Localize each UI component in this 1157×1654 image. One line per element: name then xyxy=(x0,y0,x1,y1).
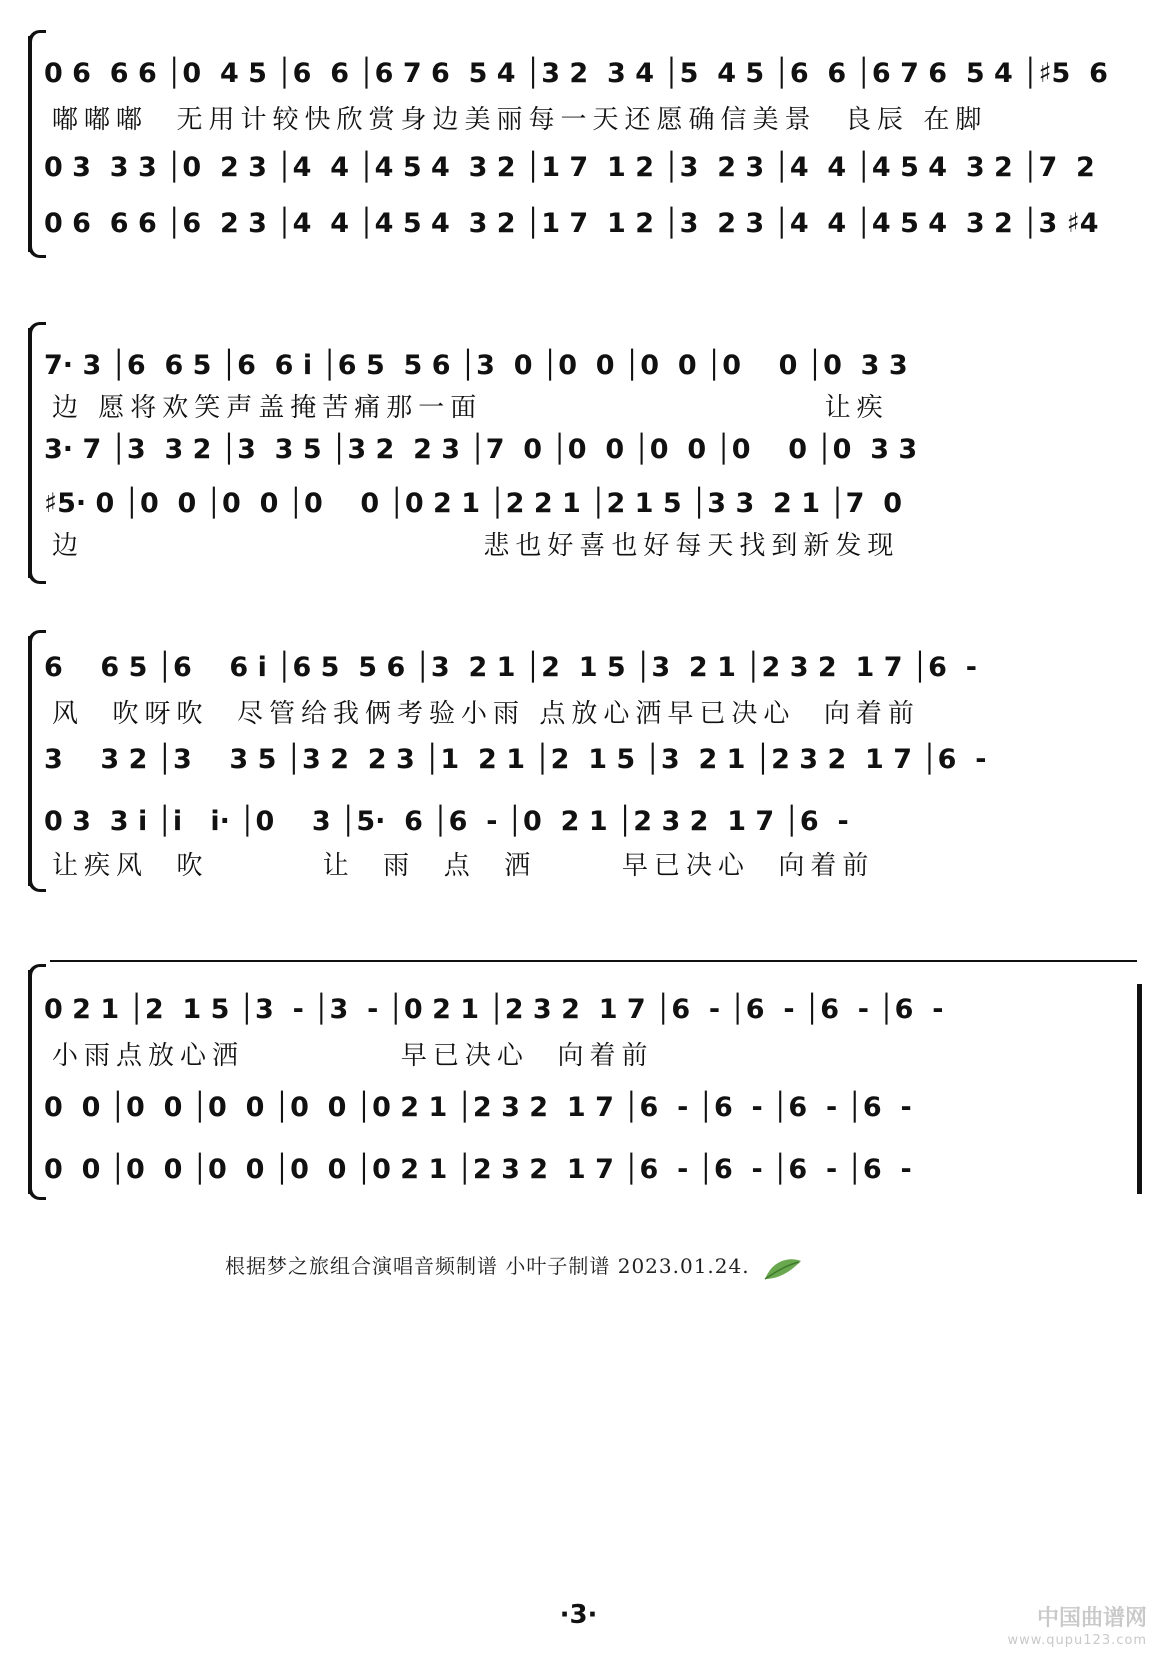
lyric-line: 小雨点放心洒 早已决心 向着前 xyxy=(52,1041,654,1071)
notes-line: 0 0 │0 0 │0 0 │0 0 │0 2 1 │2 3 2 1 7 │6 - │6 - │6 - │6 - xyxy=(44,1154,912,1185)
lyric-line: 风 吹呀吹 尽管给我俩考验小雨 点放心洒早已决心 向着前 xyxy=(52,699,920,729)
notes-line: 0 6 6 6 │6 2 3 │4 4 │4 5 4 3 2 │1 7 1 2 │3 2 3 │4 4 │4 5 4 3 2 │3 ♯4 xyxy=(44,208,1099,239)
bass-staff xyxy=(44,1150,1142,1194)
bass-staff xyxy=(44,484,1142,528)
final-barline xyxy=(1137,984,1142,1194)
system-brace xyxy=(22,30,40,258)
notes-line: 6 6 5 │6 6 i │6 5 5 6 │3 2 1 │2 1 5 │3 2 1 │2 3 2 1 7 │6 - xyxy=(44,652,977,683)
lyric-line: 嘟嘟嘟 无用计较快欣赏身边美丽每一天还愿确信美景 良辰 在脚 xyxy=(52,105,988,135)
system-brace xyxy=(22,964,40,1200)
system-brace xyxy=(22,322,40,584)
lyric-line: 让疾风 吹 让 雨 点 洒 早已决心 向着前 xyxy=(52,851,875,881)
transcription-credits xyxy=(225,1250,803,1281)
soprano-staff xyxy=(44,990,1142,1034)
soprano-staff xyxy=(44,54,1142,98)
soprano-staff xyxy=(44,346,1142,390)
notes-line: 7· 3 │6 6 5 │6 6 i │6 5 5 6 │3 0 │0 0 │0 0 │0 0 │0 3 3 xyxy=(44,350,908,381)
page-number: ·3· xyxy=(559,1600,598,1630)
credits-text: 根据梦之旅组合演唱音频制谱 小叶子制谱 2023.01.24. xyxy=(225,1254,750,1278)
soprano-staff xyxy=(44,648,1142,692)
alto-staff xyxy=(44,430,1142,474)
alto-staff xyxy=(44,740,1142,784)
alto-staff xyxy=(44,1088,1142,1132)
notes-line: 3· 7 │3 3 2 │3 3 5 │3 2 2 3 │7 0 │0 0 │0 0 │0 0 │0 3 3 xyxy=(44,434,918,465)
score-system-3 xyxy=(22,630,1142,892)
notes-line: 0 6 6 6 │0 4 5 │6 6 │6 7 6 5 4 │3 2 3 4 │5 4 5 │6 6 │6 7 6 5 4 │♯5 6 xyxy=(44,58,1108,89)
watermark-url: www.qupu123.com xyxy=(1007,1633,1147,1648)
notes-line: 0 3 3 i │i i· │0 3 │5· 6 │6 - │0 2 1 │2 3 2 1 7 │6 - xyxy=(44,806,849,837)
notes-line: ♯5· 0 │0 0 │0 0 │0 0 │0 2 1 │2 2 1 │2 1 5 │3 3 2 1 │7 0 xyxy=(44,488,903,519)
system-brace xyxy=(22,630,40,892)
notes-line: 0 0 │0 0 │0 0 │0 0 │0 2 1 │2 3 2 1 7 │6 - │6 - │6 - │6 - xyxy=(44,1092,912,1123)
score-system-4 xyxy=(22,964,1142,1200)
notes-line: 0 3 3 3 │0 2 3 │4 4 │4 5 4 3 2 │1 7 1 2 │3 2 3 │4 4 │4 5 4 3 2 │7 2 xyxy=(44,152,1095,183)
watermark-brand: 中国曲谱网 xyxy=(1036,1606,1147,1631)
score-system-1 xyxy=(22,30,1142,258)
site-watermark xyxy=(1007,1608,1147,1652)
alto-staff xyxy=(44,148,1142,192)
top-bracket-line xyxy=(50,960,1137,962)
notes-line: 0 2 1 │2 1 5 │3 - │3 - │0 2 1 │2 3 2 1 7 │6 - │6 - │6 - │6 - xyxy=(44,994,944,1025)
bass-staff xyxy=(44,204,1142,248)
score-system-2 xyxy=(22,322,1142,584)
notes-line: 3 3 2 │3 3 5 │3 2 2 3 │1 2 1 │2 1 5 │3 2 1 │2 3 2 1 7 │6 - xyxy=(44,744,987,775)
leaf-icon xyxy=(763,1255,803,1281)
lyric-line: 边 愿将欢笑声盖掩苦痛那一面 让疾 xyxy=(52,393,889,423)
bass-staff xyxy=(44,802,1142,846)
lyric-line: 边 悲也好喜也好每天找到新发现 xyxy=(52,531,900,561)
